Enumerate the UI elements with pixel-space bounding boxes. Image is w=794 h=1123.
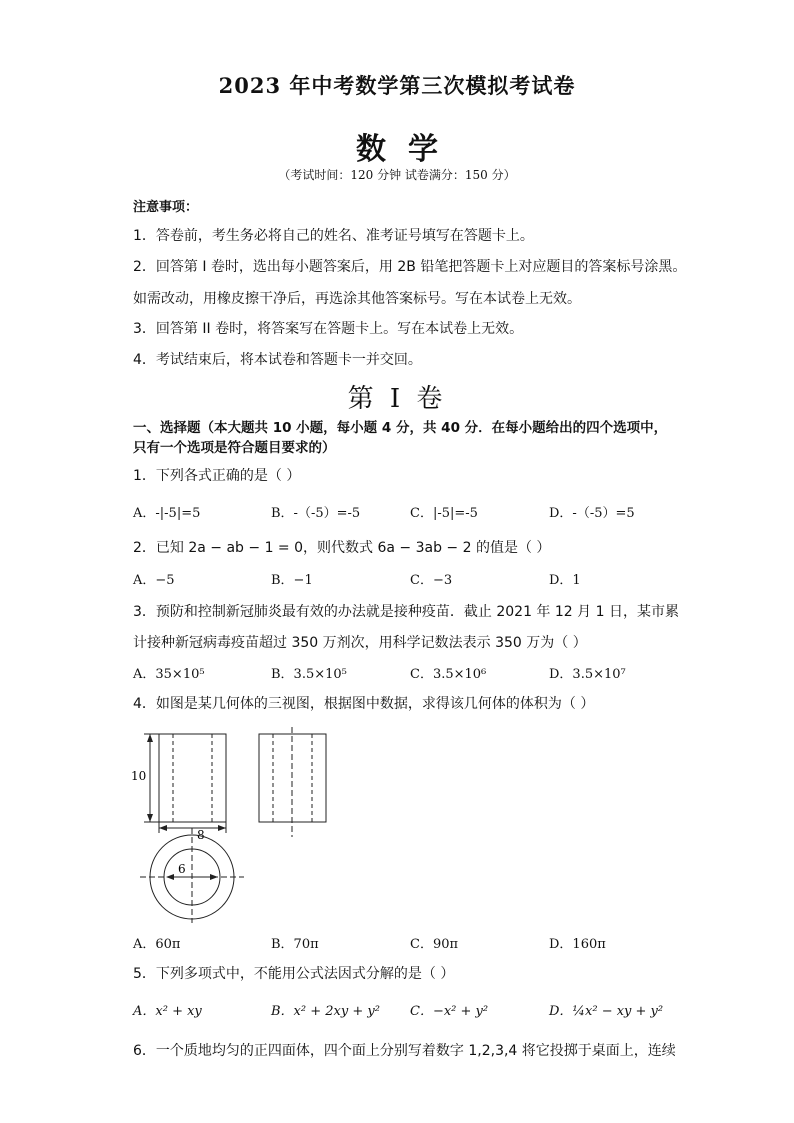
three-view-figure bbox=[128, 725, 368, 925]
option-a: A．-|-5|=5 bbox=[133, 506, 201, 521]
option-b: B．-（-5）=-5 bbox=[271, 506, 361, 521]
exam-meta: （考试时间：120 分钟 试卷满分：150 分） bbox=[278, 168, 516, 182]
notice-item: 4．考试结束后，将本试卷和答题卡一并交回。 bbox=[133, 352, 422, 368]
height-label: 10 bbox=[131, 769, 147, 783]
option-d: D．160π bbox=[549, 937, 606, 952]
notice-heading: 注意事项： bbox=[133, 200, 199, 215]
option-b: B．3.5×10⁵ bbox=[271, 667, 347, 682]
option-a: A．−5 bbox=[133, 573, 175, 588]
option-c: C．−x² + y² bbox=[410, 1004, 489, 1019]
section-heading-line1: 一、选择题（本大题共 10 小题，每小题 4 分，共 40 分．在每小题给出的四个选项中， bbox=[133, 420, 668, 436]
question-stem: 5．下列多项式中，不能用公式法因式分解的是（ ） bbox=[133, 966, 455, 982]
question-stem: 6．一个质地均匀的正四面体，四个面上分别写着数字 1,2,3,4 将它投掷于桌面上，连续 bbox=[133, 1043, 676, 1059]
option-a: A．x² + xy bbox=[133, 1004, 202, 1019]
option-d: D．-（-5）=5 bbox=[549, 506, 635, 521]
notice-item: 3．回答第 II 卷时，将答案写在答题卡上。写在本试卷上无效。 bbox=[133, 321, 524, 337]
question-stem-cont: 计接种新冠病毒疫苗超过 350 万剂次，用科学记数法表示 350 万为（ ） bbox=[133, 635, 587, 651]
section-heading-line2: 只有一个选项是符合题目要求的） bbox=[133, 440, 336, 456]
option-d: D．1 bbox=[549, 573, 581, 588]
option-c: C．−3 bbox=[410, 573, 453, 588]
option-c: C．90π bbox=[410, 937, 459, 952]
option-b: B．−1 bbox=[271, 573, 313, 588]
option-c: C．|-5|=-5 bbox=[410, 506, 478, 521]
question-stem: 3．预防和控制新冠肺炎最有效的办法就是接种疫苗．截止 2021 年 12 月 1 日，某市累 bbox=[133, 604, 679, 620]
option-b: B．x² + 2xy + y² bbox=[271, 1004, 380, 1019]
volume-heading: 第 I 卷 bbox=[347, 384, 447, 414]
inner-label: 6 bbox=[178, 862, 186, 876]
option-b: B．70π bbox=[271, 937, 319, 952]
notice-item: 2．回答第 I 卷时，选出每小题答案后，用 2B 铅笔把答题卡上对应题目的答案标号涂黑。 bbox=[133, 259, 687, 275]
question-stem: 4．如图是某几何体的三视图，根据图中数据，求得该几何体的体积为（ ） bbox=[133, 696, 595, 712]
subject-title: 数学 bbox=[356, 132, 460, 167]
notice-item: 如需改动，用橡皮擦干净后，再选涂其他答案标号。写在本试卷上无效。 bbox=[133, 291, 581, 307]
side-view bbox=[259, 727, 326, 837]
width-label: 8 bbox=[197, 828, 205, 842]
top-view bbox=[140, 828, 244, 923]
option-d: D．3.5×10⁷ bbox=[549, 667, 626, 682]
front-view bbox=[131, 734, 226, 842]
question-stem: 2．已知 2a − ab − 1 = 0，则代数式 6a − 3ab − 2 的值是（ ） bbox=[133, 540, 551, 556]
exam-title: 2023 年中考数学第三次模拟考试卷 bbox=[218, 73, 576, 98]
option-a: A．60π bbox=[133, 937, 181, 952]
option-d: D．¼x² − xy + y² bbox=[549, 1004, 664, 1019]
question-stem: 1．下列各式正确的是（ ） bbox=[133, 468, 301, 484]
option-a: A．35×10⁵ bbox=[133, 667, 205, 682]
option-c: C．3.5×10⁶ bbox=[410, 667, 487, 682]
notice-item: 1．答卷前，考生务必将自己的姓名、准考证号填写在答题卡上。 bbox=[133, 228, 534, 244]
